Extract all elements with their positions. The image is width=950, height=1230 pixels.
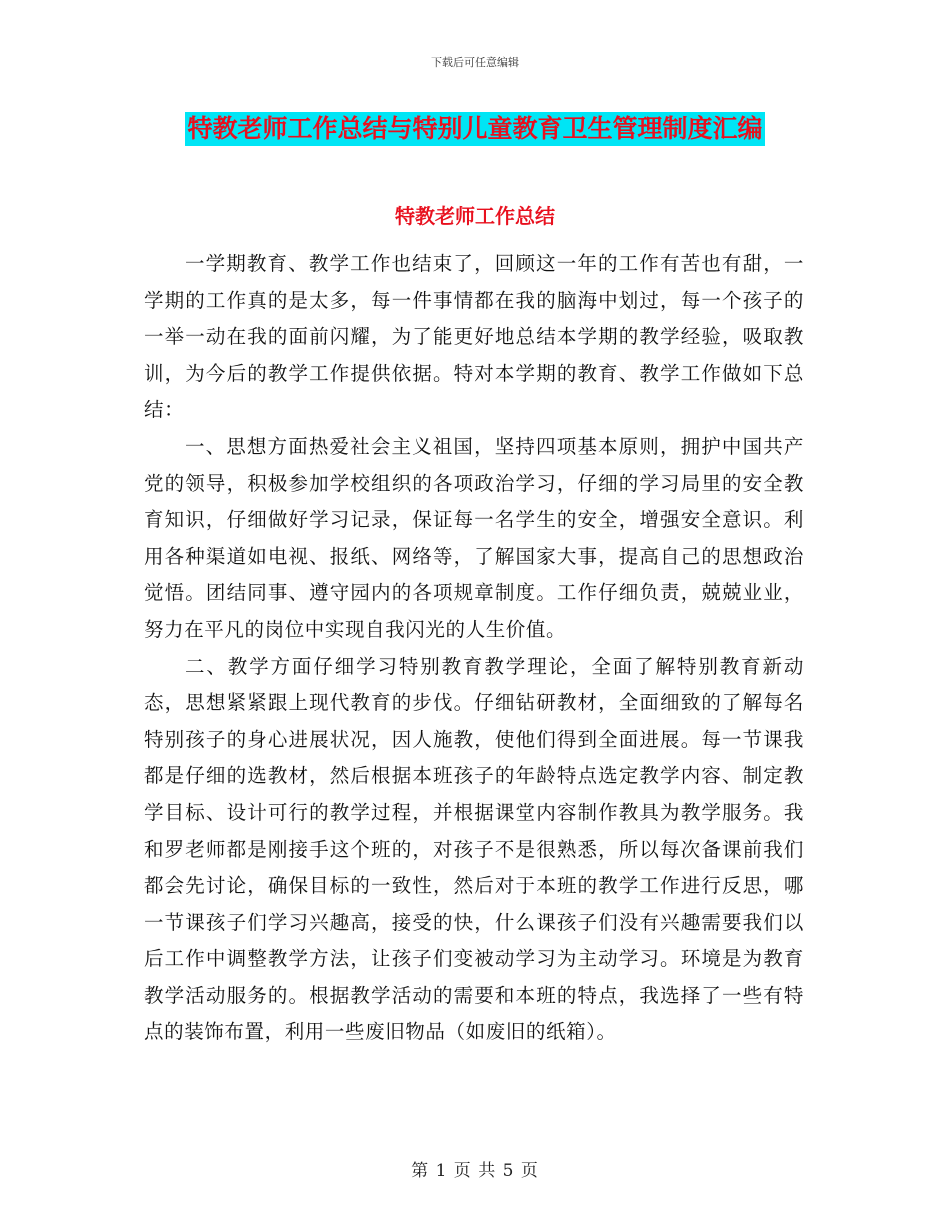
page-header-note: 下载后可任意编辑 [431, 56, 519, 69]
page-number-footer: 第 1 页 共 5 页 [411, 1161, 539, 1181]
paragraph-ideology: 一、思想方面热爱社会主义祖国，坚持四项基本原则，拥护中国共产党的领导，积极参加学校组织的各项政治学习，仔细的学习局里的安全教育知识，仔细做好学习记录，保证每一名学生的安全，增强安全意识。利用各种渠道如电视、报纸、网络等，了解国家大事，提高自己的思想政治觉悟。团结同事、遵守园内的各项规章制度。工作仔细负责，兢兢业业，努力在平凡的岗位中实现自我闪光的人生价值。 [144, 434, 804, 641]
section-title: 特教老师工作总结 [395, 204, 555, 228]
main-title-container [0, 112, 950, 146]
document-body [144, 246, 804, 1051]
paragraph-intro: 一学期教育、教学工作也结束了，回顾这一年的工作有苦也有甜，一学期的工作真的是太多，每一件事情都在我的脑海中划过，每一个孩子的一举一动在我的面前闪耀，为了能更好地总结本学期的教学经验，吸取教训，为今后的教学工作提供依据。特对本学期的教育、教学工作做如下总结： [144, 252, 804, 422]
paragraph-teaching: 二、教学方面仔细学习特别教育教学理论，全面了解特别教育新动态，思想紧紧跟上现代教育的步伐。仔细钻研教材，全面细致的了解每名特别孩子的身心进展状况，因人施教，使他们得到全面进展。每一节课我都是仔细的选教材，然后根据本班孩子的年龄特点选定教学内容、制定教学目标、设计可行的教学过程，并根据课堂内容制作教具为教学服务。我和罗老师都是刚接手这个班的，对孩子不是很熟悉，所以每次备课前我们都会先讨论，确保目标的一致性，然后对于本班的教学工作进行反思，哪一节课孩子们学习兴趣高，接受的快，什么课孩子们没有兴趣需要我们以后工作中调整教学方法，让孩子们变被动学习为主动学习。环境是为教育教学活动服务的。根据教学活动的需要和本班的特点，我选择了一些有特点的装饰布置，利用一些废旧物品（如废旧的纸箱）。 [144, 654, 804, 1044]
document-main-title: 特教老师工作总结与特别儿童教育卫生管理制度汇编 [185, 112, 764, 146]
